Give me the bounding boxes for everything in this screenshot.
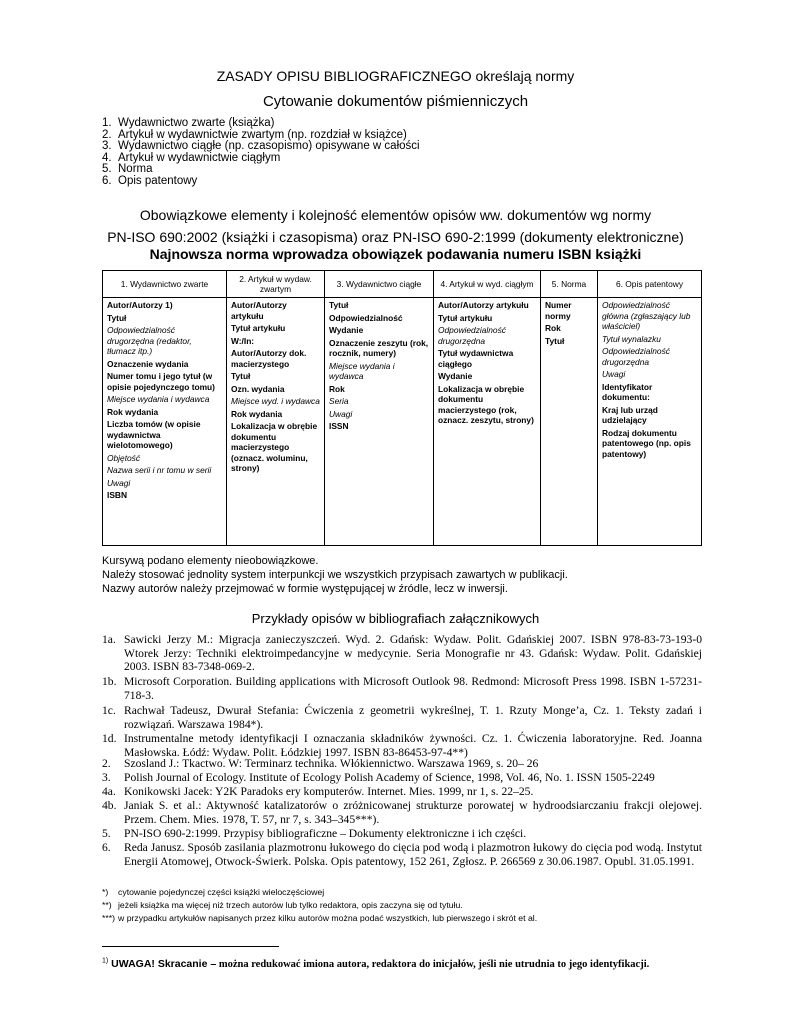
table-cell-item: Tytuł	[107, 312, 127, 323]
example-entry: 4a. Konikowski Jacek: Y2K Paradoks ery komputerów. Internet. Mies. 1999, nr 1, s. 22–25.	[102, 785, 534, 798]
table-cell-item: Odpowiedzialność drugorzędna	[438, 325, 506, 346]
table-cell-item: Wydanie	[329, 325, 364, 335]
footnote-item: ***) w przypadku artykułów napisanych przez kilku autorów można podać wszystkich, lub pierwszego i skrót et al.	[102, 913, 538, 923]
column-cell	[103, 298, 227, 546]
example-entry: 6. Reda Janusz. Sposób zasilania plazmotronu łukowego do cięcia pod wodą i plazmotron łukowy do cięcia pod wodą. Instytut Energii Atomowej, Otwock-Świerk. Polska. Opis patentowy, 152 261, Zgłosz. P. 266569 z 30.06.1987. Opubl. 31.05.1991.	[102, 841, 702, 868]
section-heading: Obowiązkowe elementy i kolejność elementów opisów ww. dokumentów wg normy	[139, 207, 652, 223]
section-standards: PN-ISO 690:2002 (książki i czasopisma) oraz PN-ISO 690-2:1999 (dokumenty elektroniczne)	[107, 229, 684, 245]
document-type-list	[102, 118, 420, 188]
column-header: 5. Norma	[541, 271, 598, 298]
example-entry: 5. PN-ISO 690-2:1999. Przypisy bibliograficzne – Dokumenty elektroniczne i ich części.	[102, 827, 527, 840]
example-entry: 2. Szosland J.: Tkactwo. W: Terminarz technika. Włókiennictwo. Warszawa 1969, s. 20– 26	[102, 757, 539, 770]
table-cell-item: Kraj lub urząd udzielający	[602, 404, 658, 425]
table-cell-item: Seria	[329, 396, 349, 406]
bottom-footnote: $^{1)}$ UWAGA! Skracanie – można redukować imiona autora, redaktora do inicjałów, jeśli nie utrudnia to jego identyfikacji.	[102, 957, 650, 970]
table-cell-item: Lokalizacja w obrębie dokumentu macierzystego (oznacz. woluminu, strony)	[231, 421, 318, 473]
page-subtitle: Cytowanie dokumentów piśmienniczych	[262, 93, 529, 110]
table-cell-item: Tytuł	[231, 371, 251, 381]
table-cell-item: Autor/Autorzy 1)	[107, 300, 173, 310]
table-cell-item: Miejsce wydania i wydawca	[329, 360, 395, 381]
section-isbn-note: Najnowsza norma wprowadza obowiązek podawania numeru ISBN książki	[149, 246, 642, 262]
column-cell	[598, 298, 702, 546]
table-cell-item: Autor/Autorzy artykułu	[231, 300, 287, 321]
table-cell-item: Tytuł wydawnictwa ciągłego	[438, 348, 514, 369]
example-entry: 1a. Sawicki Jerzy M.: Migracja zanieczyszczeń. Wyd. 2. Gdańsk: Wydaw. Polit. Gdańskiej 2007. ISBN 978-83-73-193-0 Wtorek Jerzy: Techniki elektroimpedancyjne w medycynie. Seria Monografie nr 43. Gdańsk: Wydaw. Polit. Gdańskiej 2003. ISBN 83-7348-069-2.	[102, 633, 702, 674]
table-cell-item: Tytuł wynalazku	[602, 333, 661, 344]
table-cell-item: Rok wydania	[231, 408, 283, 419]
table-cell-item: Identyfikator dokumentu:	[602, 381, 653, 402]
table-cell-item: Tytuł artykułu	[231, 323, 286, 333]
column-cell	[434, 298, 541, 546]
table-cell-item: Miejsce wyd. i wydawca	[231, 396, 320, 406]
table-cell-item: Uwagi	[107, 477, 131, 488]
list-item: 1. Wydawnictwo zwarte (książka)	[102, 117, 275, 129]
table-cell-item: Rok	[545, 323, 561, 333]
table-cell-item: Miejsce wydania i wydawca	[107, 394, 210, 404]
column-header: 1. Wydawnictwo zwarte	[103, 271, 227, 298]
column-cell	[227, 298, 325, 546]
column-header: 6. Opis patentowy	[598, 271, 702, 298]
table-cell-item: Odpowiedzialność drugorzędna	[602, 346, 670, 367]
example-entry: 4b. Janiak S. et al.: Aktywność katalizatorów o zróżnicowanej strukturze porowatej w hydroodsiarczaniu frakcji olejowej. Przem. Chem. Mies. 1978, T. 57, nr 7, s. 343–345***).	[102, 799, 702, 826]
table-cell-item: Tytuł	[329, 300, 349, 310]
column-header: 3. Wydawnictwo ciągłe	[325, 271, 434, 298]
table-cell-item: Tytuł	[545, 335, 565, 346]
table-cell-item: Ozn. wydania	[231, 383, 285, 394]
column-cell	[541, 298, 598, 546]
table-cell-item: Oznaczenie zeszytu (rok, rocznik, numery)	[329, 337, 429, 358]
divider	[102, 946, 279, 947]
table-cell-item: Odpowiedzialność drugorzędna (redaktor, tłumacz itp.)	[107, 325, 192, 356]
table-cell-item: Numer normy	[545, 300, 572, 321]
table-cell-item: ISSN	[329, 421, 349, 431]
table-cell-item: Uwagi	[329, 408, 353, 419]
table-cell-item: W:/In:	[231, 335, 255, 346]
table-cell-item: Oznaczenie wydania	[107, 358, 189, 369]
table-cell-item: Nazwa serii i nr tomu w serii	[107, 465, 212, 475]
column-cell	[325, 298, 434, 546]
page-title: ZASADY OPISU BIBLIOGRAFICZNEGO określają normy	[216, 68, 575, 84]
table-cell-item: Lokalizacja w obrębie dokumentu macierzystego (rok, oznacz. zeszytu, strony)	[438, 383, 534, 425]
table-cell-item: Liczba tomów (w opisie wydawnictwa wielotomowego)	[107, 419, 201, 450]
table-cell-item: Uwagi	[602, 369, 626, 379]
table-cell-item: Tytuł artykułu	[438, 312, 493, 323]
elements-table	[102, 270, 702, 546]
example-entry: 3. Polish Journal of Ecology. Institute of Ecology Polish Academy of Science, 1998, Vol. 46, No. 1. ISSN 1505-2249	[102, 771, 655, 784]
table-cell-item: Autor/Autorzy dok. macierzystego	[231, 348, 307, 369]
table-cell-item: Odpowiedzialność główna (zgłaszający lub właściciel)	[602, 300, 691, 331]
list-item: 4. Artykuł w wydawnictwie ciągłym	[102, 151, 281, 164]
footnote-item: *) cytowanie pojedynczej części książki wieloczęściowej	[102, 887, 325, 897]
footnote-item: **) jeżeli książka ma więcej niż trzech autorów lub tylko redaktora, opis zaczyna się od tytułu.	[102, 900, 463, 910]
table-cell-item: Odpowiedzialność	[329, 312, 403, 323]
table-cell-item: Objętość	[107, 452, 141, 463]
list-item: 2. Artykuł w wydawnictwie zwartym (np. rozdział w książce)	[102, 128, 407, 141]
list-item: 5. Norma	[102, 163, 153, 176]
list-item: 6. Opis patentowy	[102, 174, 198, 187]
table-cell-item: Autor/Autorzy artykułu	[438, 300, 529, 310]
example-entry: 1b. Microsoft Corporation. Building applications with Microsoft Outlook 98. Redmond: Microsoft Press 1998. ISBN 1-57231-718-3.	[102, 675, 702, 702]
table-cell-item: Numer tomu i jego tytuł (w opisie pojedynczego tomu)	[107, 371, 215, 392]
note-punctuation: Należy stosować jednolity system interpunkcji we wszystkich przypisach zawartych w publikacji.	[102, 569, 568, 581]
note-italic: Kursywą podano elementy nieobowiązkowe.	[102, 555, 319, 567]
table-cell-item: Wydanie	[438, 371, 473, 381]
table-cell-item: Rodzaj dokumentu patentowego (np. opis patentowy)	[602, 427, 691, 459]
table-cell-item: Rok wydania	[107, 406, 159, 417]
example-entry: 1d. Instrumentalne metody identyfikacji I oznaczania składników żywności. Cz. 1. Ćwiczenia laboratoryjne. Red. Joanna Masłowska. Łódź: Wydaw. Polit. Łódzkiej 1997. ISBN 83-86453-97-4**)	[102, 732, 702, 759]
table-cell-item: ISBN	[107, 490, 128, 500]
note-authors: Nazwy autorów należy przejmować w formie występującej w źródle, lecz w inwersji.	[102, 583, 508, 595]
table-cell-item: Rok	[329, 383, 345, 394]
examples-heading: Przykłady opisów w bibliografiach załącznikowych	[251, 611, 540, 626]
column-header: 4. Artykuł w wyd. ciągłym	[434, 271, 541, 298]
example-entry: 1c. Rachwał Tadeusz, Dwurał Stefania: Ćwiczenia z geometrii wykreślnej, T. 1. Rzuty Monge’a, Cz. 1. Teksty zadań i rozwiązań. Warszawa 1984*).	[102, 704, 702, 731]
column-header: 2. Artykuł w wydaw. zwartym	[227, 271, 325, 298]
list-item: 3. Wydawnictwo ciągłe (np. czasopismo) opisywane w całości	[102, 140, 420, 153]
